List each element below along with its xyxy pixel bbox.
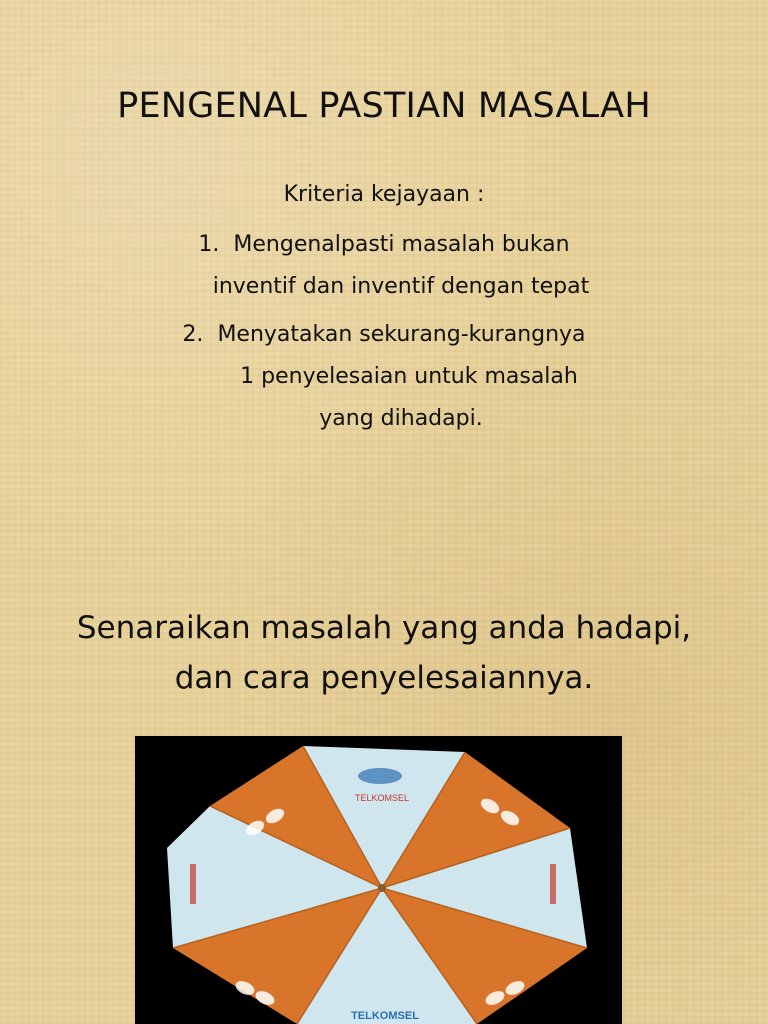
criteria-item-1-text-2: inventif dan inventif dengan tepat: [212, 274, 590, 299]
criteria-item-2-text-2: 1 penyelesaian untuk masalah: [240, 364, 578, 389]
slide-title: PENGENAL PASTIAN MASALAH: [117, 86, 651, 126]
criteria-item-2-number: 2.: [182, 322, 204, 347]
criteria-item-1-line-1: [0, 224, 768, 266]
canopy-logo-top: [358, 768, 402, 784]
criteria-item-2-text-1: Menyatakan sekurang-kurangnya: [217, 322, 586, 347]
criteria-item-2-text-3: yang dihadapi.: [319, 406, 483, 431]
criteria-item-1: [0, 224, 768, 308]
criteria-item-1-text-1: Mengenalpasti masalah bukan: [233, 232, 570, 257]
criteria-item-2-line-1: [0, 314, 768, 356]
criteria-heading: Kriteria kejayaan :: [283, 182, 485, 207]
question-line-1: Senaraikan masalah yang anda hadapi,: [76, 610, 692, 646]
criteria-item-2: [0, 314, 768, 440]
umbrella-photo: [135, 736, 622, 1024]
criteria-item-1-number: 1.: [198, 232, 220, 257]
question-text: [0, 603, 768, 703]
umbrella-center: [378, 884, 386, 892]
canopy-text-bottom: TELKOMSEL: [351, 1010, 419, 1022]
question-line-2: dan cara penyelesaiannya.: [174, 660, 594, 696]
canopy-text-top: TELKOMSEL: [354, 793, 410, 803]
umbrella-illustration: [135, 736, 622, 1024]
